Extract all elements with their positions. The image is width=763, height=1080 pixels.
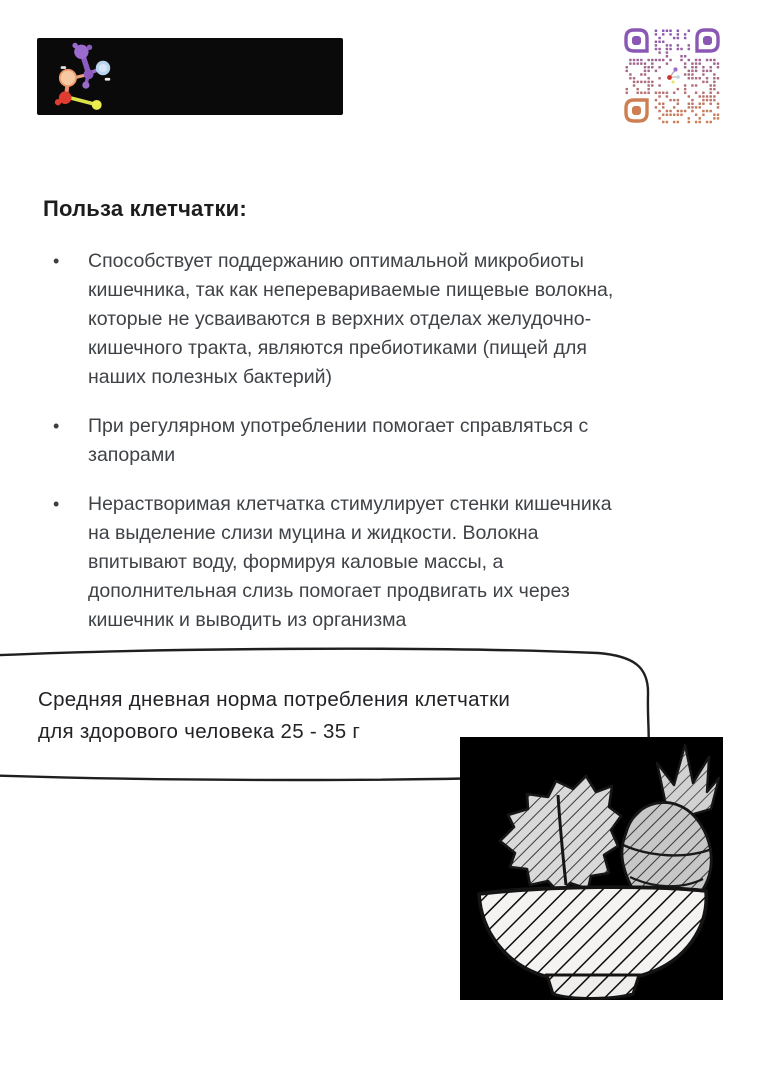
bullet-marker: • <box>53 494 60 514</box>
brand-logo-box <box>37 38 343 115</box>
qr-finder-top-left <box>626 30 647 51</box>
bullet-text: При регулярном употреблении помогает справляться с запорами <box>88 415 589 466</box>
bullet-list <box>50 247 740 655</box>
list-item <box>50 412 740 470</box>
list-item <box>50 247 740 392</box>
callout-text: Средняя дневная норма потребления клетчатки для здорового человека 25 - 35 г <box>38 688 511 743</box>
qr-code <box>622 27 722 124</box>
bullet-text: Способствует поддержанию оптимальной микробиоты кишечника, так как неперевариваемые пищевые волокна, которые не усваиваются в верхних отделах желудочно- кишечного тракта, являются пребиотиками (пищей для наших полезных бактерий) <box>88 250 614 388</box>
qr-finder-bottom-left <box>626 100 647 121</box>
bullet-text: Нерастворимая клетчатка стимулирует стенки кишечника на выделение слизи муцина и жидкости. Волокна впитывают воду, формируя каловые массы, а дополнительная слизь помогает продвигать их через кишечник и выводить из организма <box>88 493 612 631</box>
micro-label <box>105 78 110 81</box>
qr-center-logo <box>663 65 681 84</box>
qr-finder-top-right <box>697 30 718 51</box>
bullet-marker: • <box>53 416 60 436</box>
micro-label <box>61 66 66 69</box>
molecule-logo-icon <box>49 41 121 113</box>
page-title: Польза клетчатки: <box>43 196 247 221</box>
bowl-of-vegetables-illustration <box>460 737 723 1000</box>
bullet-marker: • <box>53 251 60 271</box>
list-item <box>50 490 740 635</box>
